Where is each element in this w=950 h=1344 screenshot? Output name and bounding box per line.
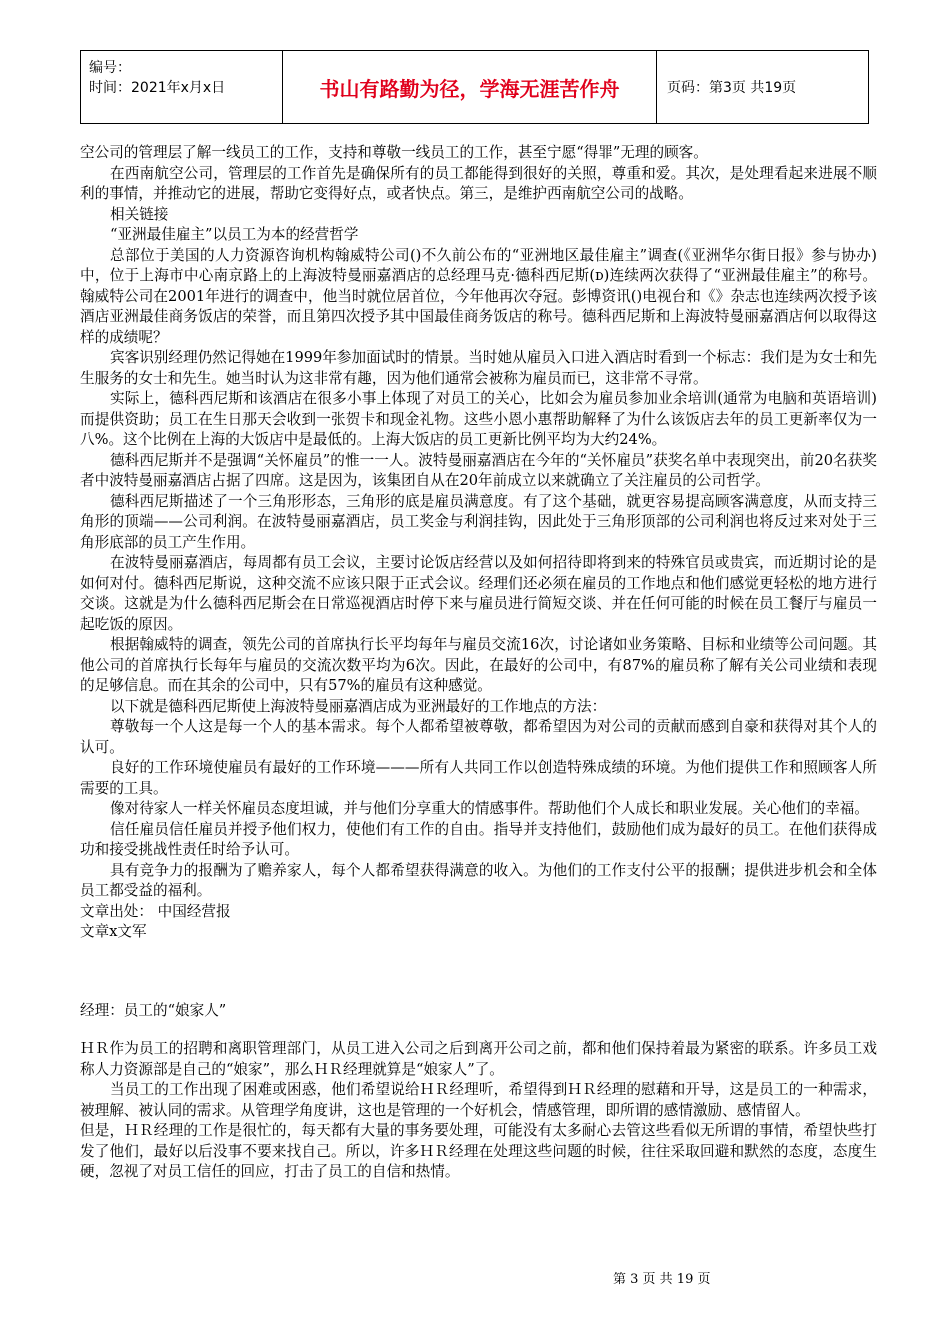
section-label: 相关链接	[110, 205, 169, 223]
paragraph: 当员工的工作出现了困难或困惑，他们希望说给ＨＲ经理听，希望得到ＨＲ经理的慰藉和开导，这是员工的一种需求，被理解、被认同的需求。从管理学角度讲，这也是管理的一个好机会，情感管理，即所谓的感情激励、感情留人。	[80, 1081, 877, 1119]
header-table	[80, 50, 869, 124]
paragraph: 但是，ＨＲ经理的工作是很忙的，每天都有大量的事务要处理，可能没有太多耐心去管这些看似无所谓的事情，希望快些打发了他们，最好以后没事不要来找自己。所以，许多ＨＲ经理在处理这些问题的时候，往往采取回避和默然的态度，态度生硬，忽视了对员工信任的回应，打击了员工的自信和热情。	[80, 1122, 877, 1180]
document-number-label: 编号：	[89, 60, 131, 76]
page-footer: 第 3 页 共 19 页	[613, 1272, 711, 1287]
paragraph: 宾客识别经理仍然记得她在1999年参加面试时的情景。当时她从雇员入口进入酒店时看到一个标志：我们是为女士和先生服务的女士和先生。她当时认为这非常有趣，因为他们通常会被称为雇员而已，这非常不寻常。	[80, 349, 877, 387]
article-author: 文章x文军	[80, 923, 147, 940]
paragraph: 德科西尼斯描述了一个三角形形态，三角形的底是雇员满意度。有了这个基础，就更容易提高顾客满意度，从而支持三角形的顶端——公司利润。在波特曼丽嘉酒店，员工奖金与利润挂钩，因此处于三角形顶部的公司利润也将反过来对处于三角形底部的员工产生作用。	[80, 492, 877, 551]
paragraph: 尊敬每一个人这是每一个人的基本需求。每个人都希望被尊敬，都希望因为对公司的贡献而感到自豪和获得对其个人的认可。	[80, 718, 877, 756]
header-motto: 书山有路勤为径，学海无涯苦作舟	[283, 51, 657, 123]
article-title: 经理：员工的“娘家人”	[80, 1001, 227, 1019]
paragraph: ＨＲ作为员工的招聘和离职管理部门，从员工进入公司之后到离开公司之前，都和他们保持着最为紧密的联系。许多员工戏称人力资源部是自己的“娘家”，那么ＨＲ经理就算是“娘家人”了。	[80, 1040, 877, 1078]
paragraph: 总部位于美国的人力资源咨询机构翰威特公司()不久前公布的“亚洲地区最佳雇主”调查(《亚洲华尔街日报》参与协办)中，位于上海市中心南京路上的上海波特曼丽嘉酒店的总经理马克·德科西尼斯(ᴅ)连续两次获得了“亚洲最佳雇主”的称号。翰威特公司在2001年进行的调查中，他当时就位居首位，今年他再次夺冠。彭博资讯()电视台和《》杂志也连续两次授予该酒店亚洲最佳商务饭店的荣誉，而且第四次授予其中国最佳商务饭店的称号。德科西尼斯和上海波特曼丽嘉酒店何以取得这样的成绩呢？	[80, 246, 877, 346]
paragraph: 具有竞争力的报酬为了赡养家人，每个人都希望获得满意的收入。为他们的工作支付公平的报酬；提供进步机会和全体员工都受益的福利。	[80, 861, 877, 899]
header-meta-cell	[81, 51, 283, 123]
document-body	[80, 143, 877, 1183]
paragraph: 在西南航空公司，管理层的工作首先是确保所有的员工都能得到很好的关照，尊重和爱。其次，是处理看起来进展不顺利的事情，并推动它的进展，帮助它变得好点，或者快点。第三，是维护西南航空公司的战略。	[80, 164, 877, 202]
header-page-info: 页码：第3页 共19页	[667, 80, 797, 96]
paragraph: 实际上，德科西尼斯和该酒店在很多小事上体现了对员工的关心，比如会为雇员参加业余培训(通常为电脑和英语培训)而提供资助；员工在生日那天会收到一张贺卡和现金礼物。这些小恩小惠帮助解释了为什么该饭店去年的员工更新率仅为一八%。这个比例在上海的大饭店中是最低的。上海大饭店的员工更新比例平均为大约24%。	[80, 390, 877, 448]
section-title: “亚洲最佳雇主”以员工为本的经营哲学	[110, 226, 359, 243]
paragraph: 在波特曼丽嘉酒店，每周都有员工会议，主要讨论饭店经营以及如何招待即将到来的特殊官员或贵宾，而近期讨论的是如何对付。德科西尼斯说，这种交流不应该只限于正式会议。经理们还必须在雇员的工作地点和他们感觉更轻松的地方进行交谈。这就是为什么德科西尼斯会在日常巡视酒店时停下来与雇员进行简短交谈、并在任何可能的时候在员工餐厅与雇员一起吃饭的原因。	[80, 554, 877, 633]
paragraph: 根据翰威特的调查，领先公司的首席执行长平均每年与雇员交流16次，讨论诸如业务策略、目标和业绩等公司问题。其他公司的首席执行长每年与雇员的交流次数平均为6次。因此，在最好的公司中，有87%的雇员称了解有关公司业绩和表现的足够信息。而在其余的公司中，只有57%的雇员有这种感觉。	[80, 636, 877, 694]
paragraph: 良好的工作环境使雇员有最好的工作环境———所有人共同工作以创造特殊成绩的环境。为他们提供工作和照顾客人所需要的工具。	[80, 759, 877, 797]
paragraph: 德科西尼斯并不是强调“关怀雇员”的惟一一人。波特曼丽嘉酒店在今年的“关怀雇员”获奖名单中表现突出，前20名获奖者中波特曼丽嘉酒店占据了四席。这是因为，该集团自从在20年前成立以来就确立了关注雇员的公司哲学。	[80, 451, 877, 489]
paragraph: 信任雇员信任雇员并授予他们权力，使他们有工作的自由。指导并支持他们，鼓励他们成为最好的员工。在他们获得成功和接受挑战性责任时给予认可。	[80, 820, 877, 858]
paragraph: 以下就是德科西尼斯使上海波特曼丽嘉酒店成为亚洲最好的工作地点的方法：	[110, 697, 607, 715]
paragraph: 空公司的管理层了解一线员工的工作，支持和尊敬一线员工的工作，甚至宁愿“得罪”无理的顾客。	[80, 144, 708, 161]
article-source: 文章出处： 中国经营报	[80, 902, 231, 920]
paragraph: 像对待家人一样关怀雇员态度坦诚，并与他们分享重大的情感事件。帮助他们个人成长和职业发展。关心他们的幸福。	[110, 800, 869, 817]
document-time-label: 时间：2021年x月x日	[89, 80, 226, 96]
